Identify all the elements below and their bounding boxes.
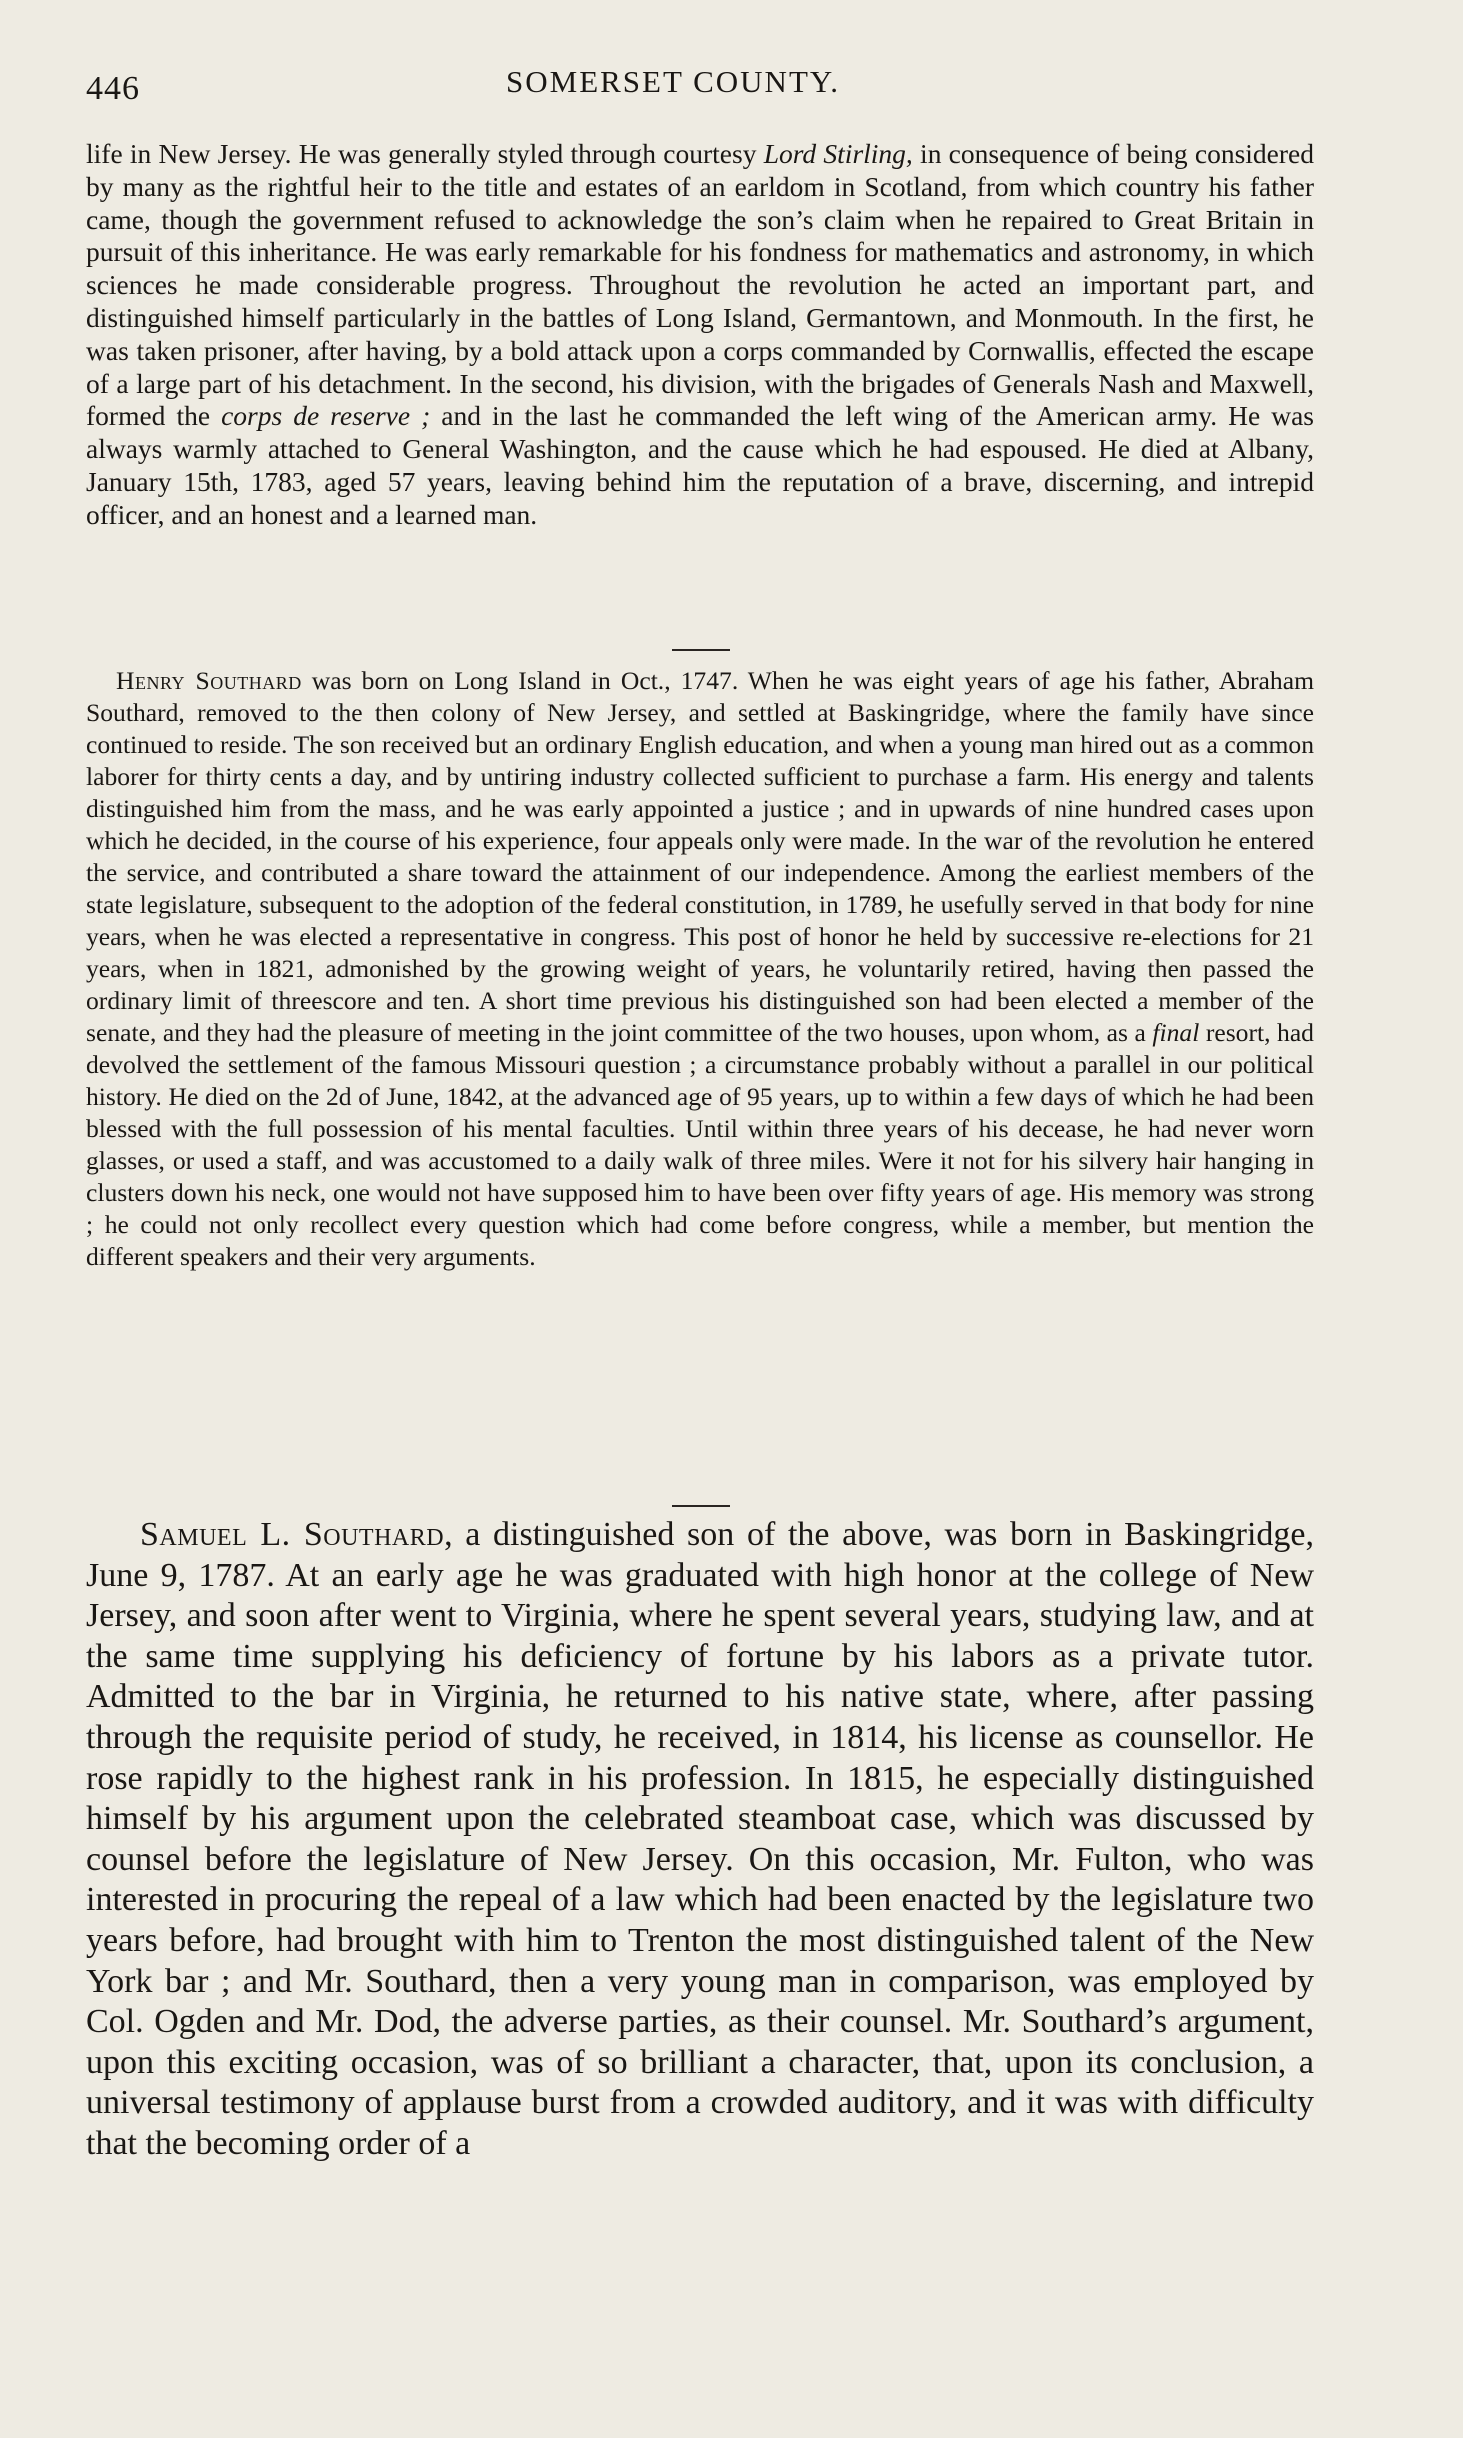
italic-text: Lord Stirling,: [763, 138, 913, 169]
section-divider: [672, 649, 730, 651]
running-head: SOMERSET COUNTY.: [506, 64, 841, 99]
paragraph-text: in consequence of being considered by many as the rightful heir to the title and estates of an earldom in Scotland, from which country his father came, though the government refused to acknowledge the son’s claim when he repaired to Great Britain in pursuit of this inheritance. He was early remarkable for his fondness for mathematics and astronomy, in which sciences he made considerable progress. Throughout the revolution he acted an important part, and distinguished himself particularly in the battles of Long Island, Germantown, and Monmouth. In the first, he was taken prisoner, after having, by a bold attack upon a corps commanded by Cornwallis, effected the escape of a large part of his detachment. In the second, his division, with the brigades of Generals Nash and Maxwell, formed the: [86, 138, 1314, 432]
page-header: [86, 62, 1326, 112]
paragraph-samuel-southard: [86, 1515, 1314, 2165]
person-name: Samuel L. Southard: [140, 1516, 445, 1553]
paragraph-text: , a distinguished son of the above, was born in Baskingridge, June 9, 1787. At an early age he was graduated with high honor at the college of New Jersey, and soon after went to Virginia, where he spent several years, studying law, and at the same time supplying his deficiency of fortune by his labors as a private tutor. Admitted to the bar in Virginia, he returned to his native state, where, after passing through the requisite period of study, he received, in 1814, his license as counsellor. He rose rapidly to the highest rank in his profession. In 1815, he especially distinguished himself by his argument upon the celebrated steamboat case, which was discussed by counsel before the legislature of New Jersey. On this occasion, Mr. Fulton, who was interested in procuring the repeal of a law which had been enacted by the legislature two years before, had brought with him to Trenton the most distinguished talent of the New York bar ; and Mr. Southard, then a very young man in comparison, was employed by Col. Ogden and Mr. Dod, the adverse parties, as their counsel. Mr. Southard’s argument, upon this exciting occasion, was of so brilliant a character, that, upon its conclusion, a universal testimony of applause burst from a crowded auditory, and it was with difficulty that the becoming order of a: [86, 1516, 1314, 2162]
paragraph-text: and in the last he commanded the left wing of the American army. He was always warmly attached to General Washington, and the cause which he had espoused. He died at Albany, January 15th, 1783, aged 57 years, leaving behind him the reputation of a brave, discerning, and intrepid officer, and an honest and a learned man.: [86, 400, 1314, 530]
person-name: Henry Southard: [116, 666, 302, 695]
section-divider: [672, 1505, 730, 1507]
page-number: 446: [86, 70, 140, 107]
paragraph-text: life in New Jersey. He was generally styled through courtesy: [86, 138, 764, 169]
paragraph-henry-southard: [86, 665, 1314, 1273]
paragraph-lord-stirling: [86, 138, 1314, 532]
italic-text: final: [1152, 1018, 1200, 1047]
italic-text: corps de reserve ;: [221, 400, 431, 432]
paragraph-text: was born on Long Island in Oct., 1747. When he was eight years of age his father, Abraham Southard, removed to the then colony of New Jersey, and settled at Baskingridge, where the family have since continued to reside. The son received but an ordinary English education, and when a young man hired out as a common laborer for thirty cents a day, and by untiring industry collected sufficient to purchase a farm. His energy and talents distinguished him from the mass, and he was early appointed a justice ; and in upwards of nine hundred cases upon which he decided, in the course of his experience, four appeals only were made. In the war of the revolution he entered the service, and contributed a share toward the attainment of our independence. Among the earliest members of the state legislature, subsequent to the adoption of the federal constitution, in 1789, he usefully served in that body for nine years, when he was elected a representative in congress. This post of honor he held by successive re-elections for 21 years, when in 1821, admonished by the growing weight of years, he voluntarily retired, having then passed the ordinary limit of threescore and ten. A short time previous his distinguished son had been elected a member of the senate, and they had the pleasure of meeting in the joint committee of the two houses, upon whom, as a: [86, 666, 1314, 1047]
paragraph-text: resort, had devolved the settlement of the famous Missouri question ; a circumstance probably without a parallel in our political history. He died on the 2d of June, 1842, at the advanced age of 95 years, up to within a few days of which he had been blessed with the full possession of his mental faculties. Until within three years of his decease, he had never worn glasses, or used a staff, and was accustomed to a daily walk of three miles. Were it not for his silvery hair hanging in clusters down his neck, one would not have supposed him to have been over fifty years of age. His memory was strong ; he could not only recollect every question which had come before congress, while a member, but mention the different speakers and their very arguments.: [86, 1018, 1314, 1271]
